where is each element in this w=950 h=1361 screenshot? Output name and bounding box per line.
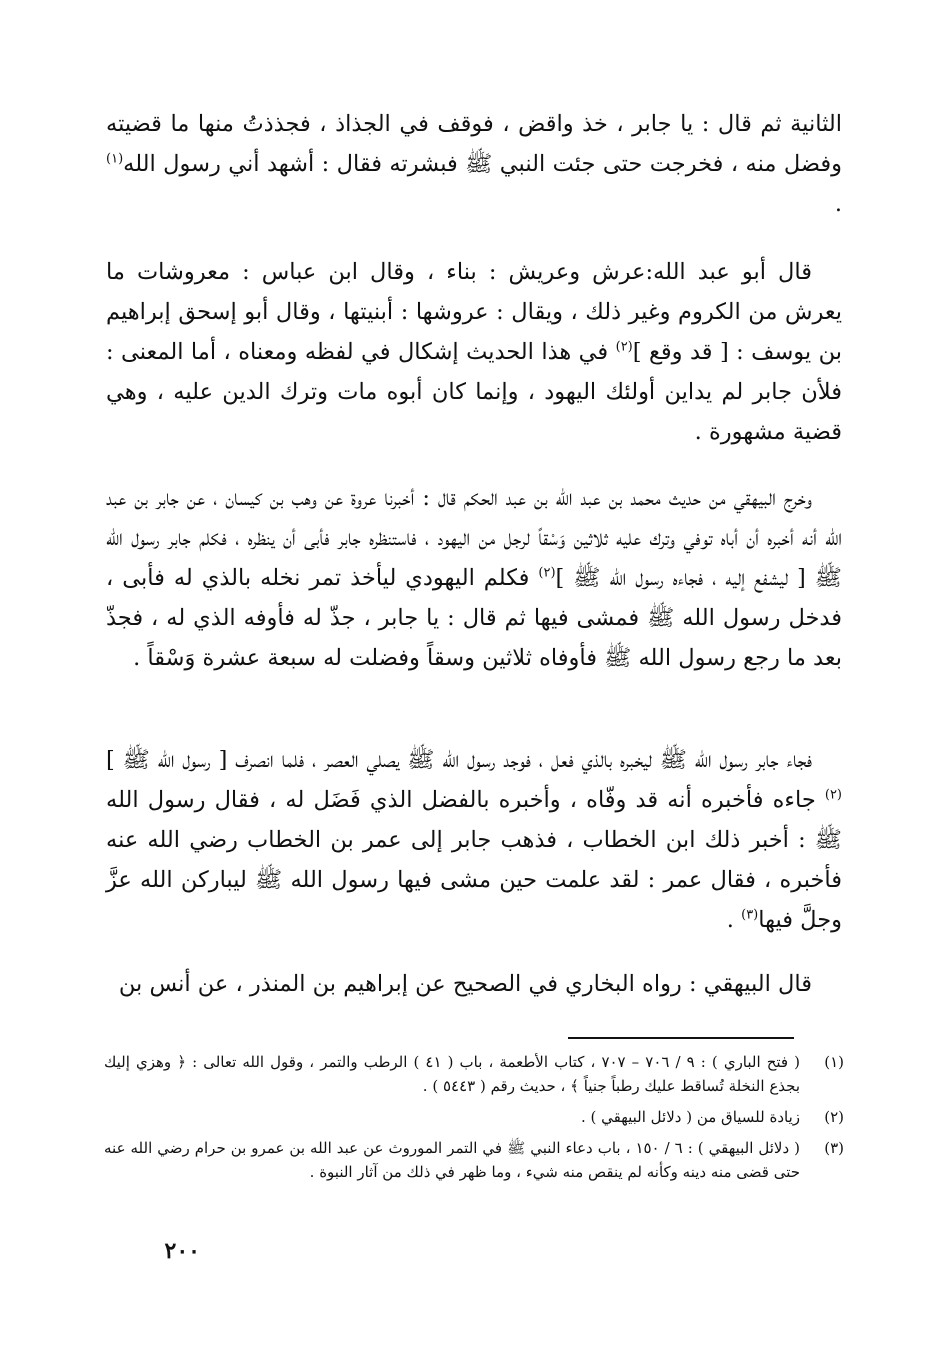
paragraph-3-pre: وخرج البيهقي من حديث محمد بن عبد الله بن عبد الحكم قال : أخبرنا عروة عن وهب بن كيسان ، عن جابر بن عبد الله أنه أخبره أن أباه توفي وترك عليه ثلاثين وَسْقاً لرجل من اليهود ، فاستنظره جابر فأبى أن ينظره ، فكلم جابر رسول الله ﷺ [ ليشفع إليه ، فجاءه رسول الله ﷺ ]: [106, 485, 842, 591]
footnote-2-text: زيادة للسياق من ( دلائل البيهقي ) .: [580, 1108, 800, 1126]
footnote-1: [104, 1050, 844, 1098]
footnote-3-text: ( دلائل البيهقي ) : ٦ / ١٥٠ ، باب دعاء النبي ﷺ في التمر الموروث عن عبد الله بن عمرو بن حرام رضي الله عنه حتى قضى منه دينه وكأنه لم ينقص منه شيء ، وما ظهر في ذلك من آثار النبوة .: [104, 1139, 800, 1181]
footnote-1-number: (١): [824, 1053, 844, 1071]
footnote-3-number: (٣): [824, 1139, 844, 1157]
footnote-ref-3[interactable]: (٣): [741, 907, 759, 923]
footnote-3: [104, 1136, 844, 1184]
page-number: ٢٠٠: [164, 1238, 200, 1264]
paragraph-2-pre: قال أبو عبد الله:عرش وعريش : بناء ، وقال ابن عباس : معروشات ما يعرش من الكروم وغير ذلك ، ويقال : عروشها : أبنيتها ، وقال أبو إسحق إبراهيم بن يوسف : [ قد وقع ]: [106, 259, 843, 365]
footnote-2: [104, 1105, 844, 1129]
paragraph-4-mid: جاءه فأخبره أنه قد وفّاه ، وأخبره بالفضل الذي فَضَل له ، فقال رسول الله ﷺ : أخبر ذلك ابن الخطاب ، فذهب جابر إلى عمر بن الخطاب رضي الله عنه فأخبره ، فقال عمر : لقد علمت حين مشى فيها رسول الله ﷺ ليباركن الله عزَّ وجلَّ فيها: [106, 787, 842, 933]
footnote-ref-2[interactable]: (٢): [615, 339, 633, 355]
paragraph-5-text: قال البيهقي : رواه البخاري في الصحيح عن إبراهيم بن المنذر ، عن أنس بن: [118, 971, 812, 997]
paragraph-4-pre: فجاء جابر رسول الله ﷺ ليخبره بالذي فعل ، فوجد رسول الله ﷺ يصلي العصر ، فلما انصرف [ رسول الله ﷺ ]: [106, 747, 812, 773]
footnote-ref-2b[interactable]: (٢): [538, 565, 556, 581]
paragraph-3-post: فكلم اليهودي ليأخذ تمر نخله بالذي له فأبى ، فدخل رسول الله ﷺ فمشى فيها ثم قال : يا جابر ، جذّ له فأوفه الذي له ، فجذّ بعد ما رجع رسول الله ﷺ فأوفاه ثلاثين وسقاً وفضلت له سبعة عشرة وَسْقاً .: [106, 565, 842, 671]
footnote-ref-2c[interactable]: (٢): [824, 787, 842, 803]
footnote-ref-1[interactable]: (١): [106, 151, 124, 167]
paragraph-4: [106, 740, 842, 940]
paragraph-3: [106, 478, 842, 678]
paragraph-2-post: في هذا الحديث إشكال في لفظه ومعناه ، أما المعنى : فلأن جابر لم يداين أولئك اليهود ، وإنما كان أبوه مات وترك الدين عليه ، وهي قضية مشهورة .: [106, 339, 842, 445]
paragraph-2: [106, 252, 842, 452]
footnote-2-number: (٢): [824, 1108, 844, 1126]
paragraph-1-end: .: [834, 191, 842, 217]
footnote-divider: [568, 1037, 794, 1039]
paragraph-1: [106, 104, 842, 224]
paragraph-1-text: الثانية ثم قال : يا جابر ، خذ واقض ، فوقف في الجذاذ ، فجذذتُ منها ما قضيته وفضل منه ، فخرجت حتى جئت النبي ﷺ فبشرته فقال : أشهد أني رسول الله: [106, 111, 842, 177]
paragraph-4-end: .: [726, 907, 742, 933]
footnotes: [104, 1050, 844, 1191]
paragraph-5: [106, 964, 842, 1004]
footnote-1-text: ( فتح الباري ) : ٩ / ٧٠٦ – ٧٠٧ ، كتاب الأطعمة ، باب ( ٤١ ) الرطب والتمر ، وقول الله تعالى : ﴿ وهزي إليك بجذع النخلة تُساقط عليك رطباً جنياً ﴾ ، حديث رقم ( ٥٤٤٣ ) .: [104, 1053, 801, 1095]
